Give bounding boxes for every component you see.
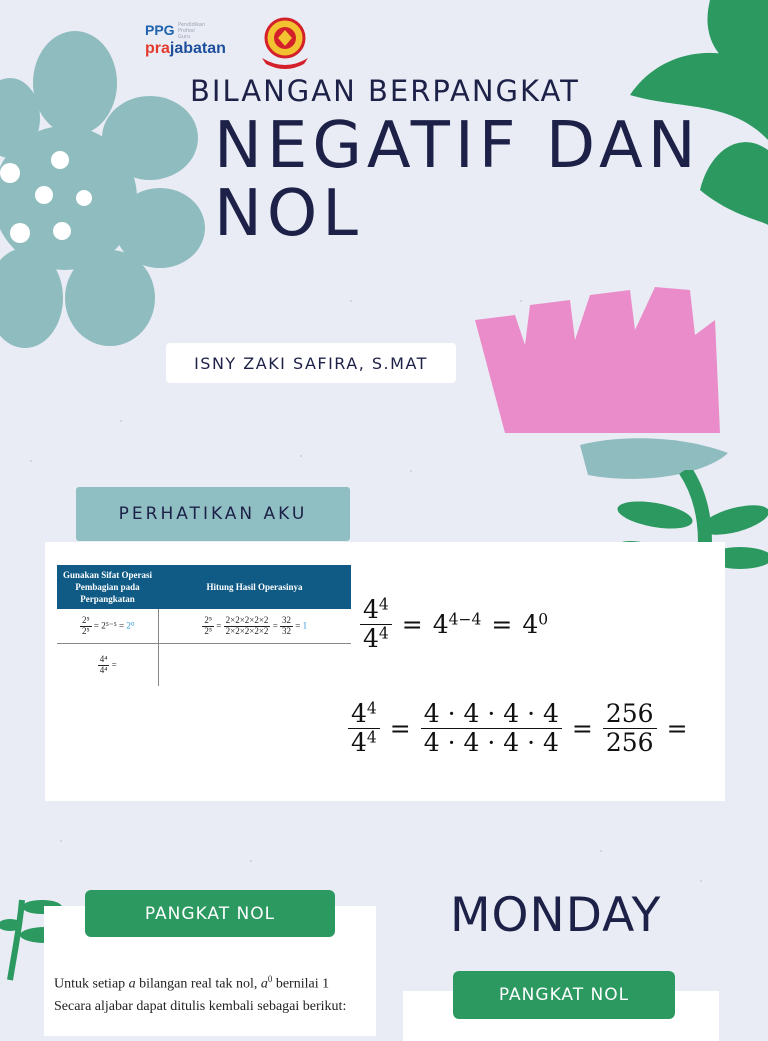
slide-title-line1: NEGATIF DAN xyxy=(214,109,701,183)
table-row xyxy=(57,644,158,687)
teal-flower-decoration xyxy=(0,28,205,358)
division-property-table xyxy=(57,565,351,686)
frac-den: 2×2×2×2×2 xyxy=(225,625,269,636)
frac-den: 32 xyxy=(282,625,292,636)
base: 4 xyxy=(351,727,367,757)
frac-num: 32 xyxy=(282,614,292,625)
base: 4 xyxy=(363,623,379,653)
university-emblem-icon xyxy=(258,14,312,72)
frac-den: 2⁵ xyxy=(204,625,213,636)
logo-jabatan: jabatan xyxy=(169,40,226,57)
table-header-result: Hitung Hasil Operasinya xyxy=(158,565,351,609)
exponent: 4 xyxy=(366,727,377,746)
value-numerator: 256 xyxy=(603,700,657,729)
eq-sign: = xyxy=(111,659,117,670)
product-denominator: 4 · 4 · 4 · 4 xyxy=(423,727,559,757)
exponent: 4 xyxy=(378,595,389,614)
pink-flower-decoration xyxy=(470,285,730,485)
equation-exponent-subtraction xyxy=(360,596,548,652)
eq-sign: = xyxy=(401,609,423,639)
ppg-logo-text: PPG xyxy=(145,22,175,38)
zero-exponent-rule-text xyxy=(54,968,346,1018)
rule-text-b: bilangan real tak nol, xyxy=(135,976,261,992)
table-header-property: Gunakan Sifat Operasi Pembagian pada Perpangkatan xyxy=(57,565,158,609)
table-row xyxy=(57,609,158,644)
frac-num: 2⁵ xyxy=(82,614,90,625)
author-name: ISNY ZAKI SAFIRA, S.MAT xyxy=(166,343,456,383)
base: 4 xyxy=(363,595,379,624)
eq-sign: = xyxy=(666,713,688,743)
result-value: 1 xyxy=(302,620,308,631)
section-heading-pangkat-nol-2: PANGKAT NOL xyxy=(453,971,675,1019)
base: 4 xyxy=(351,699,367,728)
frac-num: 2×2×2×2×2 xyxy=(225,614,269,625)
slide-title-line2: NOL xyxy=(214,177,363,251)
equation-expanded-product xyxy=(348,700,698,756)
value-denominator: 256 xyxy=(605,727,654,757)
prajabatan-logo-text xyxy=(145,40,226,58)
exponent: 4 xyxy=(366,699,377,718)
rule-line-1 xyxy=(54,968,346,996)
section-heading-pangkat-nol: PANGKAT NOL xyxy=(85,890,335,937)
section-heading-perhatikan: PERHATIKAN AKU xyxy=(76,487,350,541)
rule-text-a: Untuk setiap xyxy=(54,976,129,992)
result-value: 2⁰ xyxy=(126,620,135,631)
table-cell-result xyxy=(158,609,351,644)
eq-sign: = xyxy=(272,620,278,631)
eq-sign: = xyxy=(295,620,301,631)
rule-text-c: bernilai 1 xyxy=(272,976,330,992)
product-numerator: 4 · 4 · 4 · 4 xyxy=(421,700,562,729)
rule-var: a xyxy=(128,976,136,992)
frac-den: 4⁴ xyxy=(99,664,108,675)
exponent: 4 xyxy=(378,623,389,642)
rule-exp: 0 xyxy=(267,974,273,984)
exponent: 4−4 xyxy=(448,609,482,628)
slide-title xyxy=(214,109,701,251)
rule-pow: a xyxy=(260,976,268,992)
ppg-logo-subtext: Pendidikan Profesi Guru xyxy=(178,22,206,40)
day-label: MONDAY xyxy=(450,888,662,943)
exponent: 0 xyxy=(538,609,549,628)
frac-num: 4⁴ xyxy=(99,653,108,664)
logo-pra: pra xyxy=(145,40,170,57)
eq-sign: = xyxy=(491,609,513,639)
frac-den: 2⁵ xyxy=(82,625,90,636)
frac-num: 2⁵ xyxy=(204,614,213,625)
base: 4 xyxy=(432,609,449,639)
slide-subtitle: BILANGAN BERPANGKAT xyxy=(190,74,580,108)
exp-sub: = 2⁵⁻⁵ = xyxy=(93,620,125,631)
eq-sign: = xyxy=(216,620,222,631)
base: 4 xyxy=(522,609,539,639)
rule-line-2: Secara aljabar dapat ditulis kembali sebagai berikut: xyxy=(54,998,347,1014)
eq-sign: = xyxy=(571,713,593,743)
table-cell-empty xyxy=(158,644,351,687)
eq-sign: = xyxy=(389,713,411,743)
